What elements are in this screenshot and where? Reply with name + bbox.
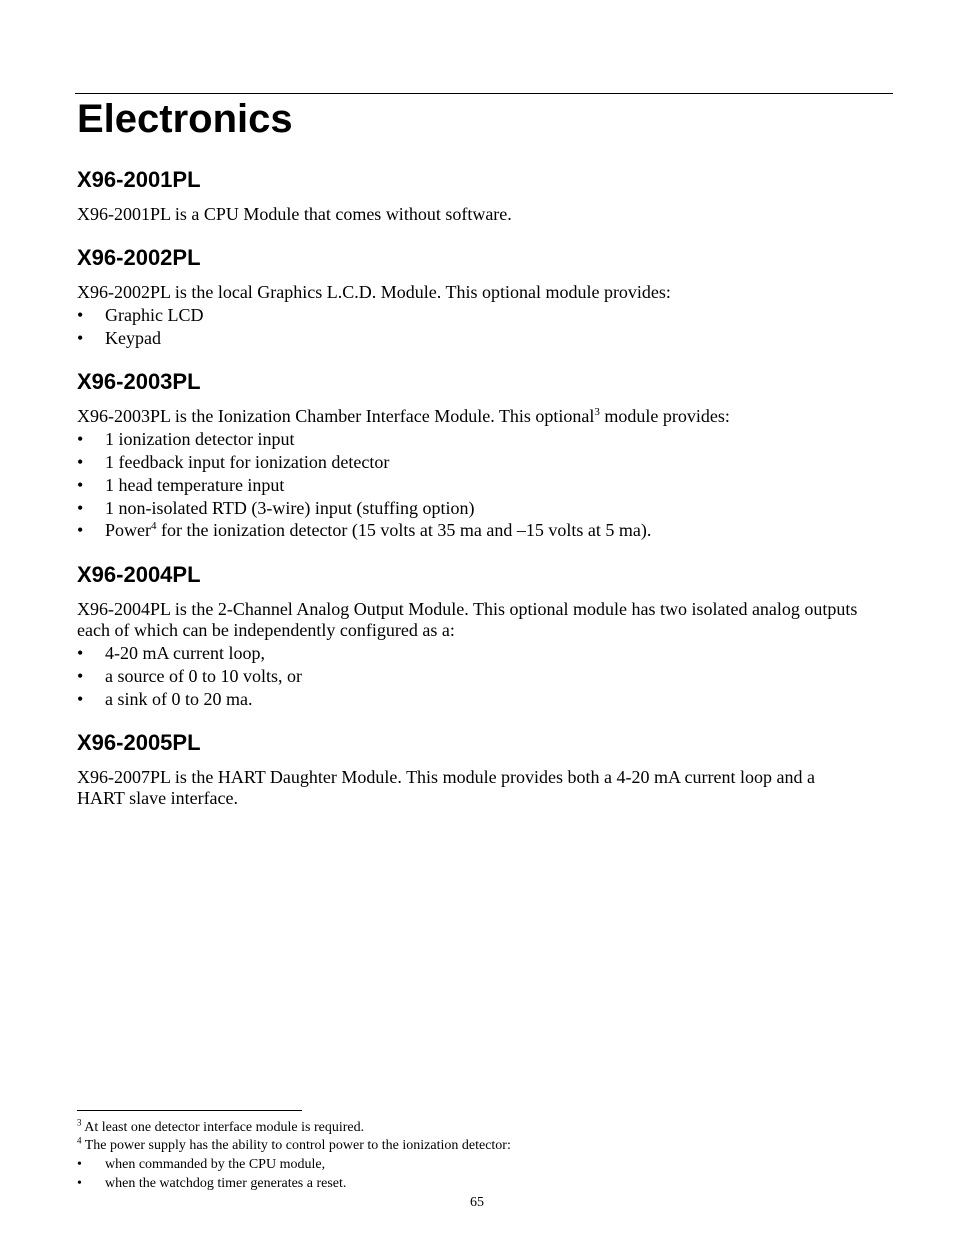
document-page: Electronics X96-2001PL X96-2001PL is a CPU Module that comes without software. X96-2002PL X96-2002PL is the local Graphics L.C.D. Module. This optional module provides: • Graphic LCD • Keypad X96-2003PL X96-2003PL is the Ionization Chamber Interface Module. This optional$^3$ module provides: • 1 ionization detector input • 1 feedback input for ionization detector • 1 head temperature input • 1 non-isolated RTD (3-wire) input (stuffing option) • Power$^4$ for the ionization detector (15 volts at 35 ma and –15 volts at 5 ma). X96-2004PL X96-2004PL is the 2-Channel Analog Output Module. This optional module has two isolated analog outputs each of which can be independently configured as a: • 4-20 mA current loop, • a source of 0 to 10 volts, or • a sink of 0 to 20 ma. X96-2005PL X96-2007PL is the HART Daughter Module. This module provides both a 4-20 mA current loop and a HART slave interface. $^3$ At least one detector interface module is required. $^4$ The power supply has the ability to control power to the ionization detector: • when commanded by the CPU module, • when the watchdog timer generates a reset. 65	[0, 0, 954, 1235]
section-heading-x96-2002pl: X96-2002PL	[77, 245, 201, 270]
bullet-icon: •	[77, 328, 84, 348]
footnote-ref: 4	[151, 520, 157, 532]
section-paragraph: X96-2001PL is a CPU Module that comes without software.	[77, 204, 512, 224]
bullet-icon: •	[77, 520, 84, 540]
page-number: 65	[470, 1195, 484, 1210]
bullet-icon: •	[77, 305, 84, 325]
bullet-icon: •	[77, 1176, 82, 1191]
bullet-icon: •	[77, 689, 84, 709]
bullet-icon: •	[77, 452, 84, 472]
bullet-icon: •	[77, 666, 84, 686]
section-heading-x96-2004pl: X96-2004PL	[77, 562, 201, 587]
section-paragraph-line: X96-2007PL is the HART Daughter Module. This module provides both a 4-20 mA current loop and a	[77, 767, 815, 787]
header-rule	[75, 93, 893, 94]
section-paragraph-line: each of which can be independently configured as a:	[77, 620, 455, 640]
section-heading-x96-2001pl: X96-2001PL	[77, 167, 201, 192]
bullet-icon: •	[77, 475, 84, 495]
bullet-icon: •	[77, 643, 84, 663]
section-paragraph: X96-2003PL is the Ionization Chamber Interface Module. This optional$^3$ module provides:	[77, 406, 730, 426]
footnote-separator	[77, 1110, 302, 1111]
footnote-3: $^3$ At least one detector interface module is required.	[77, 1117, 365, 1135]
page-title: Electronics	[77, 97, 293, 141]
section-paragraph-line: HART slave interface.	[77, 788, 239, 808]
bullet-icon: •	[77, 1157, 82, 1172]
section-heading-x96-2003pl: X96-2003PL	[77, 369, 201, 394]
footnote-ref: 3	[594, 406, 600, 418]
section-heading-x96-2005pl: X96-2005PL	[77, 730, 201, 755]
footnote-4: $^4$ The power supply has the ability to control power to the ionization detector:	[77, 1135, 511, 1153]
bullet-icon: •	[77, 429, 84, 449]
bullet-icon: •	[77, 498, 84, 518]
section-paragraph: X96-2002PL is the local Graphics L.C.D. Module. This optional module provides:	[77, 282, 671, 302]
section-paragraph-line: X96-2004PL is the 2-Channel Analog Output Module. This optional module has two isolated analog outputs	[77, 599, 858, 619]
